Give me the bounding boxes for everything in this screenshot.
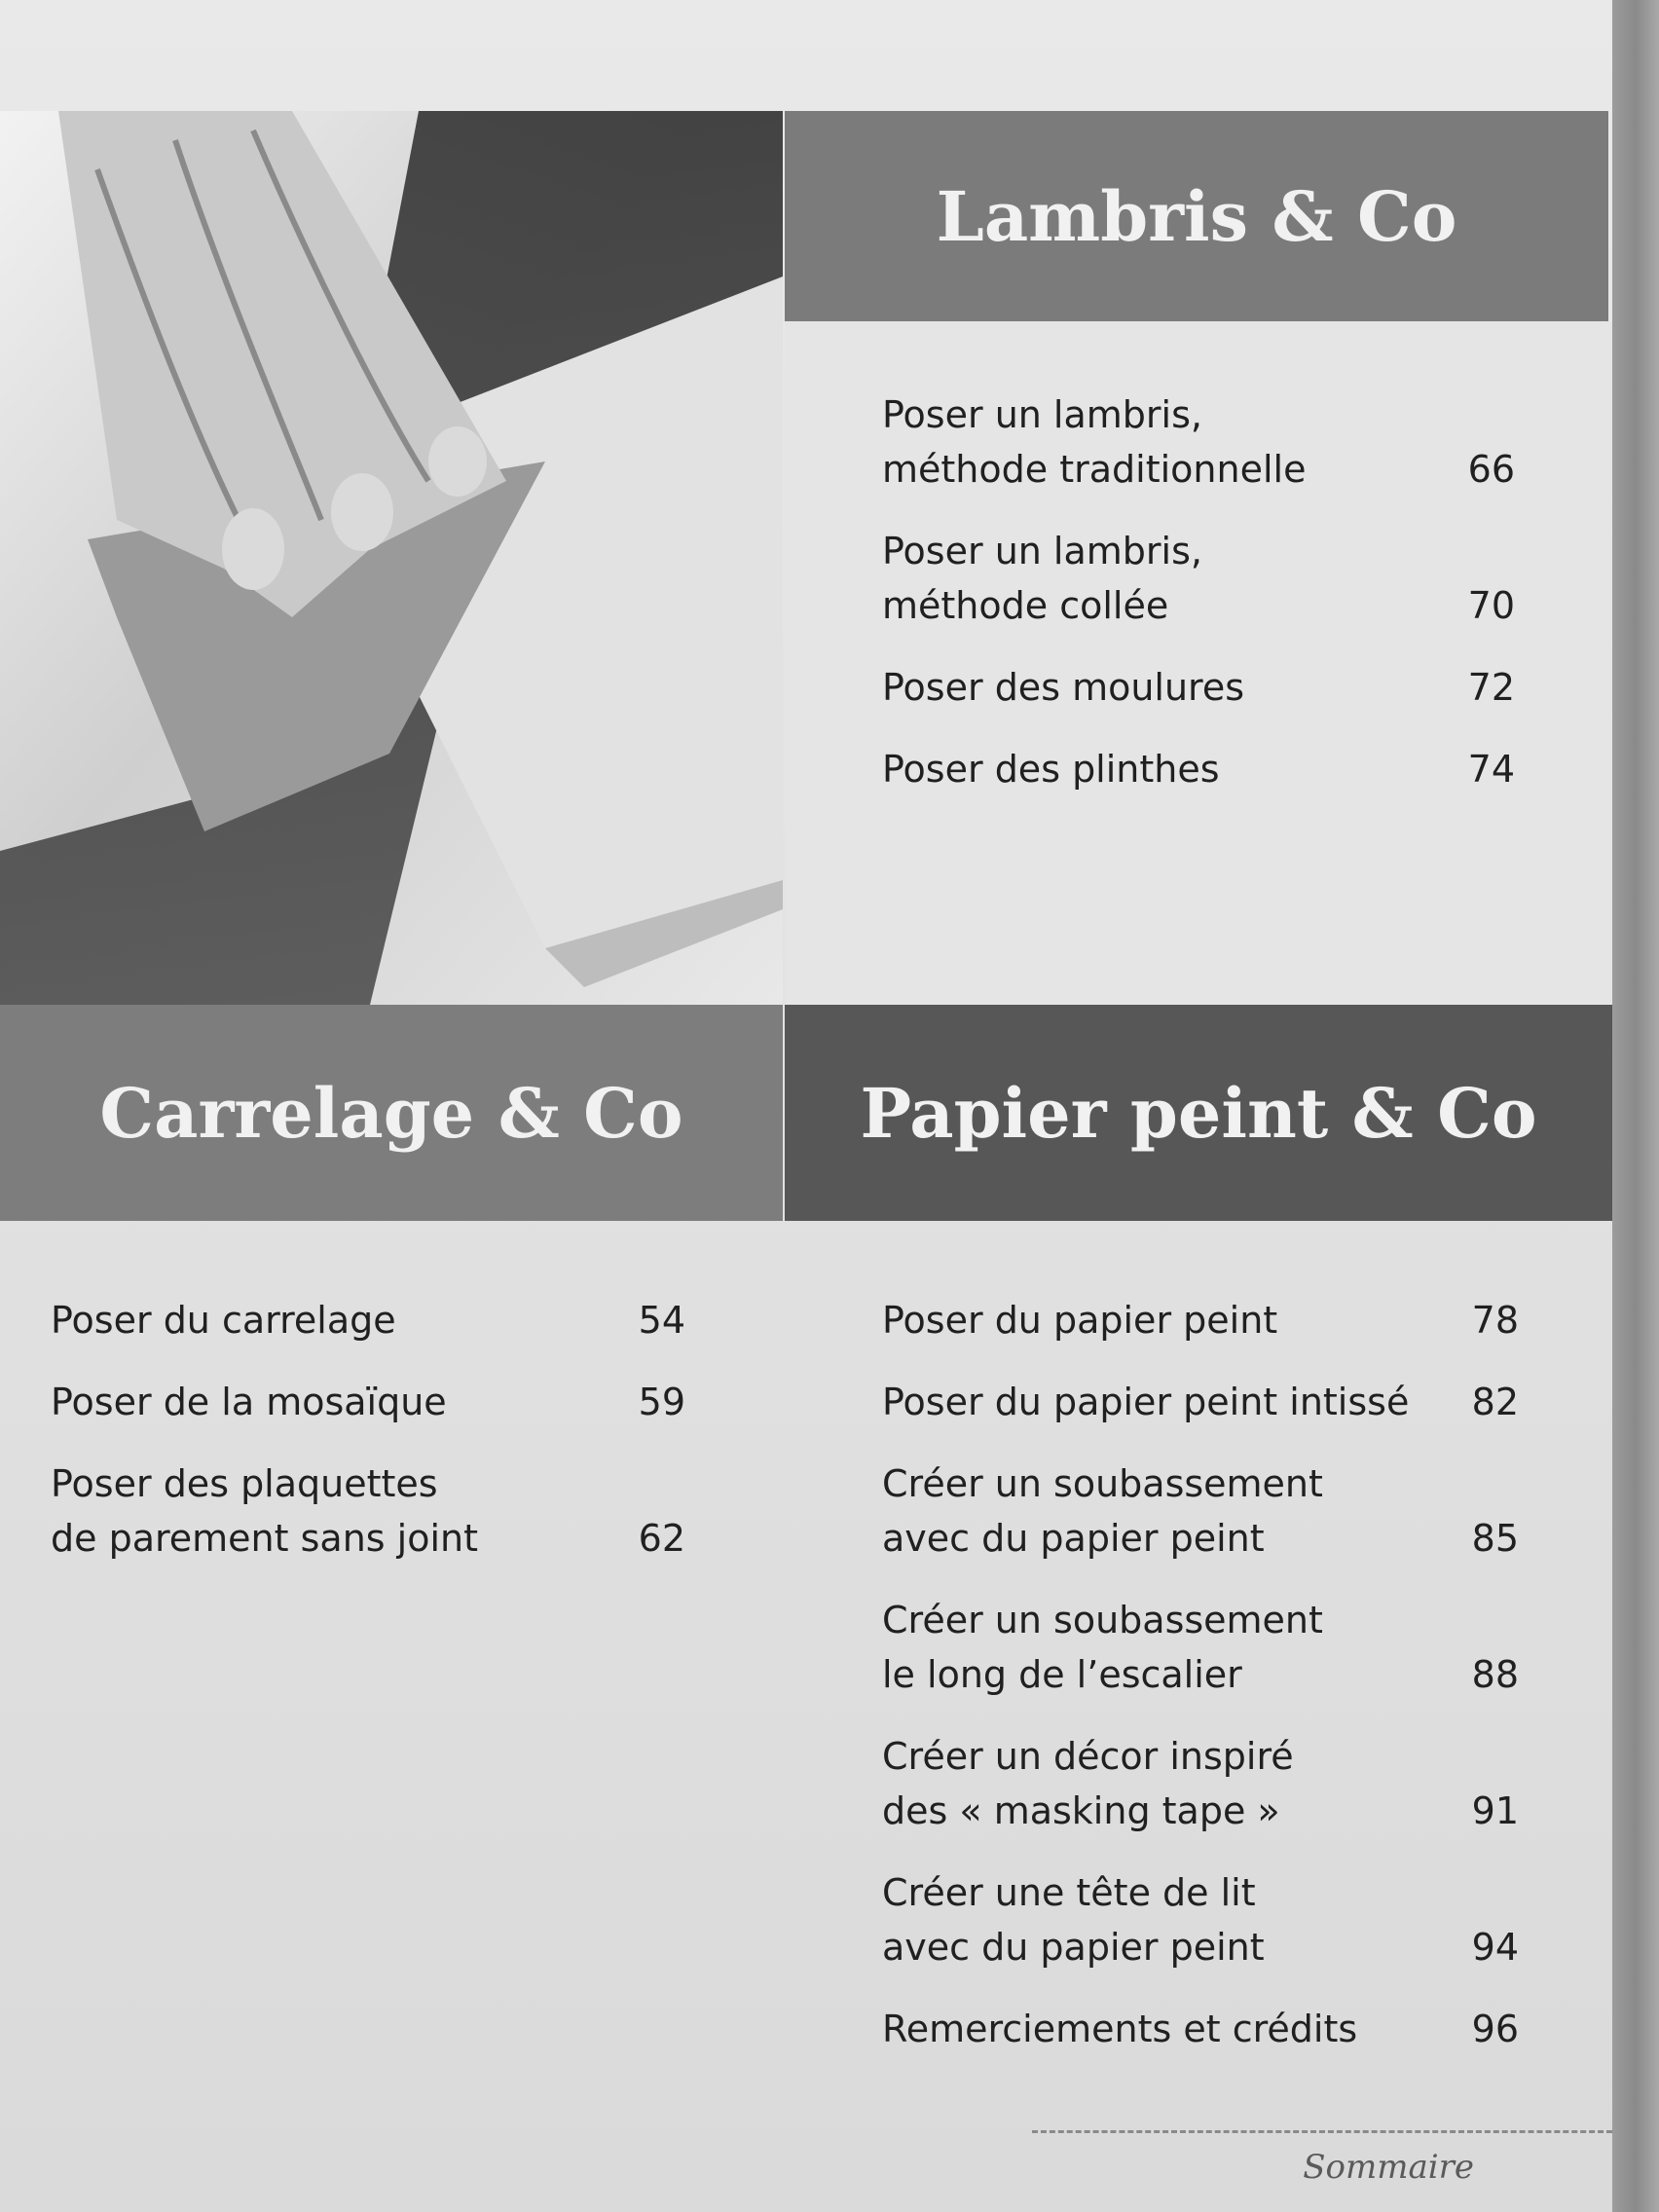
toc-entry-page: 70 (1467, 584, 1515, 627)
hand-sanding-photo (0, 111, 783, 1005)
toc-entry-title: Poser de la mosaïque (51, 1381, 447, 1423)
toc-entry[interactable] (882, 1293, 1519, 1347)
toc-entry-title: Poser des plaquettes de parement sans joint (51, 1462, 479, 1560)
toc-list-lambris (882, 387, 1515, 824)
toc-entry-title: Poser des plinthes (882, 748, 1220, 791)
toc-entry[interactable] (51, 1456, 685, 1566)
page-edge (1612, 0, 1659, 2212)
toc-entry-page: 96 (1471, 2008, 1519, 2050)
toc-list-papier-peint (882, 1293, 1519, 2083)
toc-entry-page: 94 (1471, 1926, 1519, 1969)
toc-entry-title: Créer un décor inspiré des « masking tape » (882, 1735, 1294, 1832)
toc-entry[interactable] (882, 742, 1515, 796)
toc-entry-title: Créer un soubassement avec du papier peint (882, 1462, 1323, 1560)
toc-entry[interactable] (882, 2002, 1519, 2056)
section-header-lambris (785, 111, 1608, 321)
footer-divider (1032, 2130, 1612, 2133)
toc-entry-title: Poser des moulures (882, 666, 1245, 709)
section-title-carrelage: Carrelage & Co (99, 1072, 683, 1154)
toc-entry-title: Poser un lambris, méthode traditionnelle (882, 393, 1307, 491)
toc-entry-page: 85 (1471, 1517, 1519, 1560)
toc-entry-page: 74 (1467, 748, 1515, 791)
section-title-lambris: Lambris & Co (936, 175, 1457, 257)
toc-entry-title: Créer une tête de lit avec du papier peint (882, 1871, 1265, 1969)
toc-entry-page: 88 (1471, 1653, 1519, 1696)
toc-entry-page: 91 (1471, 1789, 1519, 1832)
toc-entry[interactable] (882, 1593, 1519, 1702)
toc-entry[interactable] (882, 524, 1515, 633)
footer-section-label: Sommaire (1303, 2148, 1474, 2187)
toc-entry-page: 62 (638, 1517, 685, 1560)
toc-entry[interactable] (51, 1375, 685, 1429)
toc-entry[interactable] (882, 1456, 1519, 1566)
toc-entry-page: 78 (1471, 1299, 1519, 1342)
section-header-carrelage (0, 1005, 783, 1221)
toc-entry-page: 66 (1467, 448, 1515, 491)
toc-entry-page: 59 (638, 1381, 685, 1423)
toc-entry-title: Poser du papier peint intissé (882, 1381, 1410, 1423)
toc-entry-title: Remerciements et crédits (882, 2008, 1358, 2050)
section-title-papier-peint: Papier peint & Co (860, 1072, 1537, 1154)
toc-entry[interactable] (882, 1375, 1519, 1429)
toc-entry[interactable] (882, 1729, 1519, 1838)
toc-entry-page: 54 (638, 1299, 685, 1342)
toc-entry-page: 82 (1471, 1381, 1519, 1423)
toc-entry[interactable] (882, 660, 1515, 715)
toc-list-carrelage (51, 1293, 685, 1593)
toc-entry-title: Poser du papier peint (882, 1299, 1278, 1342)
section-header-papier-peint (785, 1005, 1612, 1221)
toc-entry[interactable] (882, 387, 1515, 497)
toc-entry-title: Poser un lambris, méthode collée (882, 530, 1202, 627)
toc-entry[interactable] (882, 1865, 1519, 1974)
toc-entry-page: 72 (1467, 666, 1515, 709)
toc-entry-title: Créer un soubassement le long de l’escalier (882, 1599, 1323, 1696)
toc-entry-title: Poser du carrelage (51, 1299, 396, 1342)
toc-entry[interactable] (51, 1293, 685, 1347)
photo-illustration (0, 111, 783, 1005)
